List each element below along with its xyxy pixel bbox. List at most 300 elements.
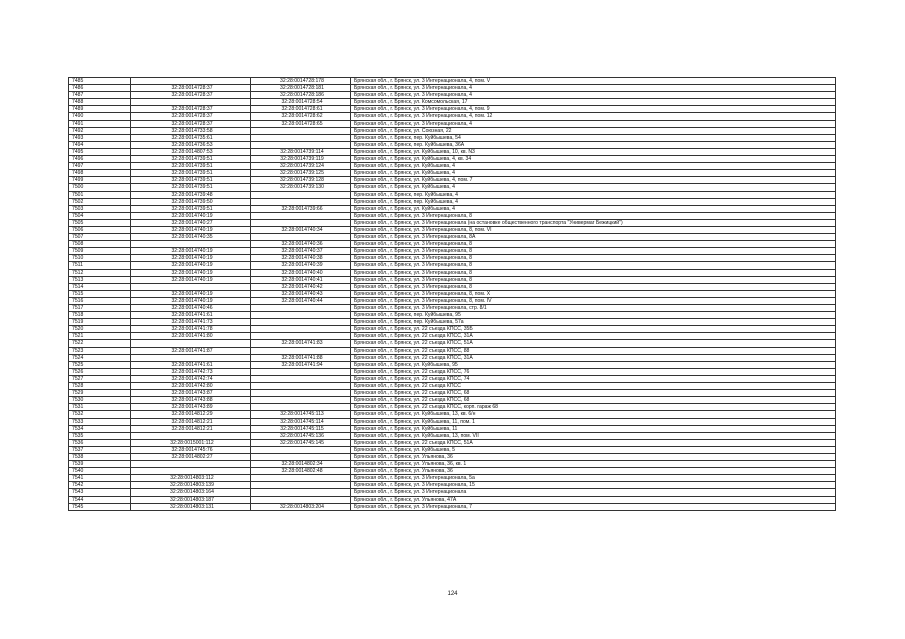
land-plot-cadastral-cell xyxy=(131,432,251,439)
table-row xyxy=(69,99,836,106)
table-row xyxy=(69,496,836,503)
address-cell: Брянская обл., г. Брянск, ул. 3 Интернационала, 8А xyxy=(351,234,836,241)
address-cell: Брянская обл., г. Брянск, ул. Куйбышева, 4, кв. 34 xyxy=(351,156,836,163)
object-cadastral-cell: 32:28:0014740:38 xyxy=(251,255,351,262)
row-number-cell: 7505 xyxy=(69,219,131,226)
object-cadastral-cell xyxy=(251,368,351,375)
table-row xyxy=(69,375,836,382)
object-cadastral-cell: 32:28:0014740:42 xyxy=(251,283,351,290)
land-plot-cadastral-cell: 32:28:0014803:131 xyxy=(131,503,251,510)
address-cell: Брянская обл., г. Брянск, пер. Куйбышева, 95 xyxy=(351,312,836,319)
table-row xyxy=(69,446,836,453)
table-row xyxy=(69,347,836,354)
object-cadastral-cell: 32:28:0014739:128 xyxy=(251,177,351,184)
land-plot-cadastral-cell: 32:28:0014733:58 xyxy=(131,127,251,134)
address-cell: Брянская обл., г. Брянск, ул. 3 Интернационала, 8 xyxy=(351,248,836,255)
address-cell: Брянская обл., г. Брянск, ул. Куйбышева, 4 xyxy=(351,163,836,170)
address-cell: Брянская обл., г. Брянск, ул. Ульянова, 36 xyxy=(351,468,836,475)
address-cell: Брянская обл., г. Брянск, ул. 22 съезда КПСС, 35Б xyxy=(351,326,836,333)
table-row xyxy=(69,482,836,489)
address-cell: Брянская обл., г. Брянск, ул. Куйбышева, 13, кв. 6/н xyxy=(351,411,836,418)
table-row xyxy=(69,184,836,191)
row-number-cell: 7488 xyxy=(69,99,131,106)
table-row xyxy=(69,106,836,113)
table-row xyxy=(69,333,836,340)
row-number-cell: 7524 xyxy=(69,354,131,361)
table-row xyxy=(69,390,836,397)
row-number-cell: 7537 xyxy=(69,446,131,453)
address-cell: Брянская обл., г. Брянск, пер. Куйбышева, 36А xyxy=(351,141,836,148)
object-cadastral-cell: 32:28:0014739:124 xyxy=(251,163,351,170)
address-cell: Брянская обл., г. Брянск, ул. 22 съезда КПСС, 68 xyxy=(351,390,836,397)
land-plot-cadastral-cell: 32:28:0014742:80 xyxy=(131,383,251,390)
row-number-cell: 7498 xyxy=(69,170,131,177)
address-cell: Брянская обл., г. Брянск, ул. 22 съезда КПСС, 74 xyxy=(351,375,836,382)
row-number-cell: 7541 xyxy=(69,475,131,482)
land-plot-cadastral-cell: 32:28:0014740:27 xyxy=(131,219,251,226)
object-cadastral-cell: 32:28:0014739:114 xyxy=(251,148,351,155)
land-plot-cadastral-cell: 32:28:0014739:51 xyxy=(131,156,251,163)
table-row xyxy=(69,425,836,432)
land-plot-cadastral-cell: 32:28:0014728:37 xyxy=(131,85,251,92)
object-cadastral-cell xyxy=(251,326,351,333)
object-cadastral-cell xyxy=(251,134,351,141)
land-plot-cadastral-cell: 32:28:0014741:87 xyxy=(131,347,251,354)
land-plot-cadastral-cell: 32:28:0014728:37 xyxy=(131,92,251,99)
object-cadastral-cell xyxy=(251,404,351,411)
land-plot-cadastral-cell: 32:28:0014740:19 xyxy=(131,269,251,276)
object-cadastral-cell xyxy=(251,383,351,390)
row-number-cell: 7494 xyxy=(69,141,131,148)
object-cadastral-cell: 32:28:0014728:62 xyxy=(251,113,351,120)
table-row xyxy=(69,92,836,99)
land-plot-cadastral-cell: 32:28:0014741:61 xyxy=(131,312,251,319)
table-row xyxy=(69,141,836,148)
address-cell: Брянская обл., г. Брянск, ул. 3 Интернационала, 8 xyxy=(351,276,836,283)
table-row xyxy=(69,276,836,283)
object-cadastral-cell: 32:28:0014745:136 xyxy=(251,432,351,439)
object-cadastral-cell xyxy=(251,191,351,198)
address-cell: Брянская обл., г. Брянск, ул. 3 Интернационала, 15 xyxy=(351,482,836,489)
address-cell: Брянская обл., г. Брянск, ул. 3 Интернационала, 7 xyxy=(351,503,836,510)
row-number-cell: 7497 xyxy=(69,163,131,170)
table-row xyxy=(69,326,836,333)
address-cell: Брянская обл., г. Брянск, ул. 3 Интернационала, 8 xyxy=(351,212,836,219)
cadastral-register-table xyxy=(68,77,836,511)
land-plot-cadastral-cell: 32:28:0014728:37 xyxy=(131,113,251,120)
row-number-cell: 7492 xyxy=(69,127,131,134)
row-number-cell: 7545 xyxy=(69,503,131,510)
table-row xyxy=(69,148,836,155)
object-cadastral-cell: 32:28:0014740:37 xyxy=(251,248,351,255)
land-plot-cadastral-cell: 32:28:0014741:80 xyxy=(131,333,251,340)
land-plot-cadastral-cell: 32:28:0014740:19 xyxy=(131,297,251,304)
land-plot-cadastral-cell: 32:28:0014745:76 xyxy=(131,446,251,453)
land-plot-cadastral-cell: 32:28:0014743:87 xyxy=(131,390,251,397)
table-row xyxy=(69,134,836,141)
row-number-cell: 7517 xyxy=(69,305,131,312)
object-cadastral-cell xyxy=(251,234,351,241)
row-number-cell: 7502 xyxy=(69,198,131,205)
table-row xyxy=(69,453,836,460)
table-row xyxy=(69,297,836,304)
table-row xyxy=(69,120,836,127)
land-plot-cadastral-cell: 32:28:0014812:29 xyxy=(131,411,251,418)
land-plot-cadastral-cell: 32:28:0014740:35 xyxy=(131,234,251,241)
table-row xyxy=(69,198,836,205)
row-number-cell: 7522 xyxy=(69,340,131,347)
address-cell: Брянская обл., г. Брянск, ул. 3 Интернационала, 4 xyxy=(351,92,836,99)
land-plot-cadastral-cell: 32:28:0014812:21 xyxy=(131,425,251,432)
land-plot-cadastral-cell: 32:28:0014743:89 xyxy=(131,404,251,411)
row-number-cell: 7487 xyxy=(69,92,131,99)
row-number-cell: 7515 xyxy=(69,290,131,297)
table-row xyxy=(69,248,836,255)
address-cell: Брянская обл., г. Брянск, ул. 22 съезда КПСС, 31А xyxy=(351,333,836,340)
object-cadastral-cell xyxy=(251,496,351,503)
object-cadastral-cell: 32:28:0014740:36 xyxy=(251,241,351,248)
row-number-cell: 7499 xyxy=(69,177,131,184)
row-number-cell: 7527 xyxy=(69,375,131,382)
address-cell: Брянская обл., г. Брянск, ул. Куйбышева, 5 xyxy=(351,446,836,453)
address-cell: Брянская обл., г. Брянск, ул. 3 Интернационала, 8 xyxy=(351,283,836,290)
row-number-cell: 7521 xyxy=(69,333,131,340)
address-cell: Брянская обл., г. Брянск, ул. 3 Интернационала, 8, пом. VI xyxy=(351,226,836,233)
object-cadastral-cell: 32:28:0014739:130 xyxy=(251,184,351,191)
address-cell: Брянская обл., г. Брянск, ул. Союзная, 22 xyxy=(351,127,836,134)
table-row xyxy=(69,489,836,496)
row-number-cell: 7523 xyxy=(69,347,131,354)
address-cell: Брянская обл., г. Брянск, ул. 22 съезда КПСС, 68 xyxy=(351,397,836,404)
land-plot-cadastral-cell: 32:28:0014736:53 xyxy=(131,141,251,148)
object-cadastral-cell xyxy=(251,390,351,397)
address-cell: Брянская обл., г. Брянск, пер. Куйбышева, 4 xyxy=(351,191,836,198)
land-plot-cadastral-cell: 32:28:0014735:61 xyxy=(131,134,251,141)
address-cell: Брянская обл., г. Брянск, ул. 3 Интернационала (на остановке общественного транспорта "Универмаг Бежицкий") xyxy=(351,219,836,226)
object-cadastral-cell: 32:28:0014739:66 xyxy=(251,205,351,212)
row-number-cell: 7518 xyxy=(69,312,131,319)
row-number-cell: 7486 xyxy=(69,85,131,92)
land-plot-cadastral-cell: 32:28:0014741:73 xyxy=(131,319,251,326)
object-cadastral-cell xyxy=(251,127,351,134)
table-row xyxy=(69,205,836,212)
table-row xyxy=(69,269,836,276)
row-number-cell: 7542 xyxy=(69,482,131,489)
land-plot-cadastral-cell: 32:28:0014803:139 xyxy=(131,482,251,489)
row-number-cell: 7495 xyxy=(69,148,131,155)
address-cell: Брянская обл., г. Брянск, ул. Куйбышева, 4, пом. 7 xyxy=(351,177,836,184)
land-plot-cadastral-cell: 32:28:0014728:37 xyxy=(131,120,251,127)
land-plot-cadastral-cell: 32:28:0014739:51 xyxy=(131,170,251,177)
object-cadastral-cell: 32:28:0014803:204 xyxy=(251,503,351,510)
object-cadastral-cell: 32:28:0014745:115 xyxy=(251,425,351,432)
table-row xyxy=(69,255,836,262)
object-cadastral-cell: 32:28:0014802:34 xyxy=(251,461,351,468)
table-row xyxy=(69,170,836,177)
address-cell: Брянская обл., г. Брянск, ул. 3 Интернационала, 8 xyxy=(351,269,836,276)
land-plot-cadastral-cell: 32:28:0014803:112 xyxy=(131,475,251,482)
table-row xyxy=(69,468,836,475)
address-cell: Брянская обл., г. Брянск, ул. Куйбышева, 11, пом. 1 xyxy=(351,418,836,425)
land-plot-cadastral-cell: 32:28:0014739:51 xyxy=(131,184,251,191)
object-cadastral-cell: 32:28:0014802:48 xyxy=(251,468,351,475)
object-cadastral-cell xyxy=(251,453,351,460)
table-row xyxy=(69,290,836,297)
address-cell: Брянская обл., г. Брянск, ул. Куйбышева, 11 xyxy=(351,425,836,432)
row-number-cell: 7538 xyxy=(69,453,131,460)
address-cell: Брянская обл., г. Брянск, ул. 3 Интернационала, 8 xyxy=(351,255,836,262)
row-number-cell: 7535 xyxy=(69,432,131,439)
row-number-cell: 7514 xyxy=(69,283,131,290)
address-cell: Брянская обл., г. Брянск, ул. 3 Интернационала, 4 xyxy=(351,120,836,127)
object-cadastral-cell: 32:28:0014745:114 xyxy=(251,418,351,425)
row-number-cell: 7493 xyxy=(69,134,131,141)
table-row xyxy=(69,439,836,446)
row-number-cell: 7504 xyxy=(69,212,131,219)
object-cadastral-cell xyxy=(251,446,351,453)
table-row xyxy=(69,156,836,163)
row-number-cell: 7529 xyxy=(69,390,131,397)
row-number-cell: 7496 xyxy=(69,156,131,163)
table-row xyxy=(69,262,836,269)
land-plot-cadastral-cell: 32:28:0014803:164 xyxy=(131,489,251,496)
row-number-cell: 7544 xyxy=(69,496,131,503)
object-cadastral-cell: 32:28:0014741:83 xyxy=(251,340,351,347)
land-plot-cadastral-cell: 32:28:0014743:88 xyxy=(131,397,251,404)
address-cell: Брянская обл., г. Брянск, ул. 22 съезда КПСС, 51А xyxy=(351,340,836,347)
object-cadastral-cell xyxy=(251,219,351,226)
table-row xyxy=(69,241,836,248)
object-cadastral-cell xyxy=(251,375,351,382)
row-number-cell: 7516 xyxy=(69,297,131,304)
address-cell: Брянская обл., г. Брянск, ул. Куйбышева, 13, пом. VII xyxy=(351,432,836,439)
land-plot-cadastral-cell: 32:28:0014728:37 xyxy=(131,106,251,113)
table-row xyxy=(69,397,836,404)
object-cadastral-cell xyxy=(251,198,351,205)
object-cadastral-cell xyxy=(251,305,351,312)
land-plot-cadastral-cell: 32:28:0014739:51 xyxy=(131,177,251,184)
register-table-body xyxy=(69,78,836,511)
row-number-cell: 7528 xyxy=(69,383,131,390)
land-plot-cadastral-cell: 32:28:0014740:19 xyxy=(131,212,251,219)
page-number: 124 xyxy=(447,591,458,597)
object-cadastral-cell: 32:28:0014745:145 xyxy=(251,439,351,446)
table-row xyxy=(69,177,836,184)
row-number-cell: 7507 xyxy=(69,234,131,241)
address-cell: Брянская обл., г. Брянск, ул. 22 съезда КПСС, 88 xyxy=(351,347,836,354)
object-cadastral-cell xyxy=(251,397,351,404)
land-plot-cadastral-cell: 32:28:0014741:61 xyxy=(131,361,251,368)
row-number-cell: 7525 xyxy=(69,361,131,368)
object-cadastral-cell xyxy=(251,212,351,219)
table-row xyxy=(69,78,836,85)
land-plot-cadastral-cell: 32:28:0014740:46 xyxy=(131,305,251,312)
row-number-cell: 7519 xyxy=(69,319,131,326)
land-plot-cadastral-cell xyxy=(131,283,251,290)
row-number-cell: 7539 xyxy=(69,461,131,468)
table-row xyxy=(69,283,836,290)
row-number-cell: 7490 xyxy=(69,113,131,120)
address-cell: Брянская обл., г. Брянск, ул. Куйбышева, 4 xyxy=(351,170,836,177)
row-number-cell: 7531 xyxy=(69,404,131,411)
land-plot-cadastral-cell: 32:28:0014812:21 xyxy=(131,418,251,425)
table-row xyxy=(69,411,836,418)
address-cell: Брянская обл., г. Брянск, ул. Куйбышева, 4 xyxy=(351,205,836,212)
object-cadastral-cell: 32:28:0014728:65 xyxy=(251,120,351,127)
address-cell: Брянская обл., г. Брянск, ул. 22 съезда КПСС, корп. гараж 68 xyxy=(351,404,836,411)
address-cell: Брянская обл., г. Брянск, ул. 3 Интернационала, 8 xyxy=(351,241,836,248)
address-cell: Брянская обл., г. Брянск, ул. 22 съезда КПСС, 51А xyxy=(351,439,836,446)
land-plot-cadastral-cell: 32:28:0014807:53 xyxy=(131,148,251,155)
address-cell: Брянская обл., г. Брянск, ул. 22 съезда КПСС, 31А xyxy=(351,354,836,361)
land-plot-cadastral-cell xyxy=(131,99,251,106)
table-row xyxy=(69,354,836,361)
object-cadastral-cell xyxy=(251,475,351,482)
address-cell: Брянская обл., г. Брянск, ул. 3 Интернационала xyxy=(351,489,836,496)
address-cell: Брянская обл., г. Брянск, ул. 3 Интернационала, 4, пом. 12 xyxy=(351,113,836,120)
object-cadastral-cell: 32:28:0014740:44 xyxy=(251,297,351,304)
address-cell: Брянская обл., г. Брянск, ул. 3 Интернационала, 8, пом. IV xyxy=(351,297,836,304)
row-number-cell: 7536 xyxy=(69,439,131,446)
table-row xyxy=(69,368,836,375)
object-cadastral-cell: 32:28:0014739:125 xyxy=(251,170,351,177)
object-cadastral-cell: 32:28:0014728:54 xyxy=(251,99,351,106)
table-row xyxy=(69,85,836,92)
object-cadastral-cell: 32:28:0014728:178 xyxy=(251,78,351,85)
address-cell: Брянская обл., г. Брянск, пер. Куйбышева, 57а xyxy=(351,319,836,326)
object-cadastral-cell xyxy=(251,333,351,340)
object-cadastral-cell xyxy=(251,489,351,496)
object-cadastral-cell: 32:28:0014740:34 xyxy=(251,226,351,233)
land-plot-cadastral-cell: 32:28:0014739:51 xyxy=(131,205,251,212)
address-cell: Брянская обл., г. Брянск, ул. Ульянова, 36 xyxy=(351,453,836,460)
row-number-cell: 7503 xyxy=(69,205,131,212)
table-row xyxy=(69,503,836,510)
row-number-cell: 7520 xyxy=(69,326,131,333)
object-cadastral-cell xyxy=(251,312,351,319)
table-row xyxy=(69,383,836,390)
row-number-cell: 7485 xyxy=(69,78,131,85)
object-cadastral-cell: 32:28:0014740:39 xyxy=(251,262,351,269)
row-number-cell: 7500 xyxy=(69,184,131,191)
land-plot-cadastral-cell: 32:28:0014742:73 xyxy=(131,368,251,375)
address-cell: Брянская обл., г. Брянск, ул. Куйбышева, 4 xyxy=(351,184,836,191)
table-row xyxy=(69,418,836,425)
land-plot-cadastral-cell: 32:28:0014742:74 xyxy=(131,375,251,382)
address-cell: Брянская обл., г. Брянск, ул. 3 Интернационала, 4, пом. 9 xyxy=(351,106,836,113)
object-cadastral-cell: 32:28:0014728:61 xyxy=(251,106,351,113)
land-plot-cadastral-cell xyxy=(131,354,251,361)
address-cell: Брянская обл., г. Брянск, ул. 3 Интернационала, 4 xyxy=(351,85,836,92)
object-cadastral-cell: 32:28:0014728:186 xyxy=(251,92,351,99)
address-cell: Брянская обл., г. Брянск, ул. 3 Интернационала, стр. 8/1 xyxy=(351,305,836,312)
land-plot-cadastral-cell: 32:28:0014740:19 xyxy=(131,290,251,297)
row-number-cell: 7512 xyxy=(69,269,131,276)
land-plot-cadastral-cell: 32:28:0014739:48 xyxy=(131,191,251,198)
table-row xyxy=(69,312,836,319)
land-plot-cadastral-cell: 32:28:0014740:19 xyxy=(131,255,251,262)
row-number-cell: 7526 xyxy=(69,368,131,375)
row-number-cell: 7532 xyxy=(69,411,131,418)
table-row xyxy=(69,361,836,368)
object-cadastral-cell: 32:28:0014739:119 xyxy=(251,156,351,163)
land-plot-cadastral-cell xyxy=(131,468,251,475)
table-row xyxy=(69,461,836,468)
row-number-cell: 7543 xyxy=(69,489,131,496)
address-cell: Брянская обл., г. Брянск, ул. Ульянова, 36, кв. 1 xyxy=(351,461,836,468)
table-row xyxy=(69,340,836,347)
object-cadastral-cell xyxy=(251,319,351,326)
land-plot-cadastral-cell xyxy=(131,340,251,347)
table-row xyxy=(69,305,836,312)
land-plot-cadastral-cell: 32:28:0014740:19 xyxy=(131,226,251,233)
object-cadastral-cell: 32:28:0014740:43 xyxy=(251,290,351,297)
row-number-cell: 7489 xyxy=(69,106,131,113)
object-cadastral-cell xyxy=(251,482,351,489)
address-cell: Брянская обл., г. Брянск, ул. 22 съезда КПСС, 76 xyxy=(351,368,836,375)
row-number-cell: 7509 xyxy=(69,248,131,255)
address-cell: Брянская обл., г. Брянск, ул. 3 Интернационала, 8 xyxy=(351,262,836,269)
table-row xyxy=(69,404,836,411)
object-cadastral-cell: 32:28:0014740:40 xyxy=(251,269,351,276)
table-row xyxy=(69,432,836,439)
row-number-cell: 7533 xyxy=(69,418,131,425)
table-row xyxy=(69,226,836,233)
land-plot-cadastral-cell: 32:28:0014740:19 xyxy=(131,276,251,283)
table-row xyxy=(69,212,836,219)
address-cell: Брянская обл., г. Брянск, ул. 3 Интернационала, 4, пом. V xyxy=(351,78,836,85)
land-plot-cadastral-cell xyxy=(131,461,251,468)
table-row xyxy=(69,127,836,134)
object-cadastral-cell: 32:28:0014728:181 xyxy=(251,85,351,92)
land-plot-cadastral-cell xyxy=(131,78,251,85)
row-number-cell: 7530 xyxy=(69,397,131,404)
row-number-cell: 7511 xyxy=(69,262,131,269)
address-cell: Брянская обл., г. Брянск, ул. Куйбышева, 10, кв. N3 xyxy=(351,148,836,155)
land-plot-cadastral-cell: 32:28:0014739:50 xyxy=(131,198,251,205)
object-cadastral-cell xyxy=(251,347,351,354)
row-number-cell: 7506 xyxy=(69,226,131,233)
row-number-cell: 7491 xyxy=(69,120,131,127)
row-number-cell: 7510 xyxy=(69,255,131,262)
land-plot-cadastral-cell: 32:28:0015001:112 xyxy=(131,439,251,446)
row-number-cell: 7534 xyxy=(69,425,131,432)
object-cadastral-cell: 32:28:0014740:41 xyxy=(251,276,351,283)
land-plot-cadastral-cell: 32:28:0014740:19 xyxy=(131,262,251,269)
address-cell: Брянская обл., г. Брянск, пер. Куйбышева, 4 xyxy=(351,198,836,205)
table-row xyxy=(69,475,836,482)
land-plot-cadastral-cell: 32:28:0014802:27 xyxy=(131,453,251,460)
object-cadastral-cell: 32:28:0014741:94 xyxy=(251,361,351,368)
row-number-cell: 7540 xyxy=(69,468,131,475)
table-row xyxy=(69,219,836,226)
address-cell: Брянская обл., г. Брянск, ул. Комсомольская, 17 xyxy=(351,99,836,106)
land-plot-cadastral-cell: 32:28:0014803:187 xyxy=(131,496,251,503)
land-plot-cadastral-cell: 32:28:0014739:51 xyxy=(131,163,251,170)
address-cell: Брянская обл., г. Брянск, ул. Ульянова, 47А xyxy=(351,496,836,503)
table-row xyxy=(69,113,836,120)
object-cadastral-cell: 32:28:0014745:113 xyxy=(251,411,351,418)
table-row xyxy=(69,234,836,241)
row-number-cell: 7508 xyxy=(69,241,131,248)
row-number-cell: 7501 xyxy=(69,191,131,198)
land-plot-cadastral-cell xyxy=(131,241,251,248)
land-plot-cadastral-cell: 32:28:0014741:78 xyxy=(131,326,251,333)
address-cell: Брянская обл., г. Брянск, пер. Куйбышева, 54 xyxy=(351,134,836,141)
address-cell: Брянская обл., г. Брянск, ул. Куйбышева, 95 xyxy=(351,361,836,368)
address-cell: Брянская обл., г. Брянск, ул. 22 съезда КПСС xyxy=(351,383,836,390)
table-row xyxy=(69,163,836,170)
